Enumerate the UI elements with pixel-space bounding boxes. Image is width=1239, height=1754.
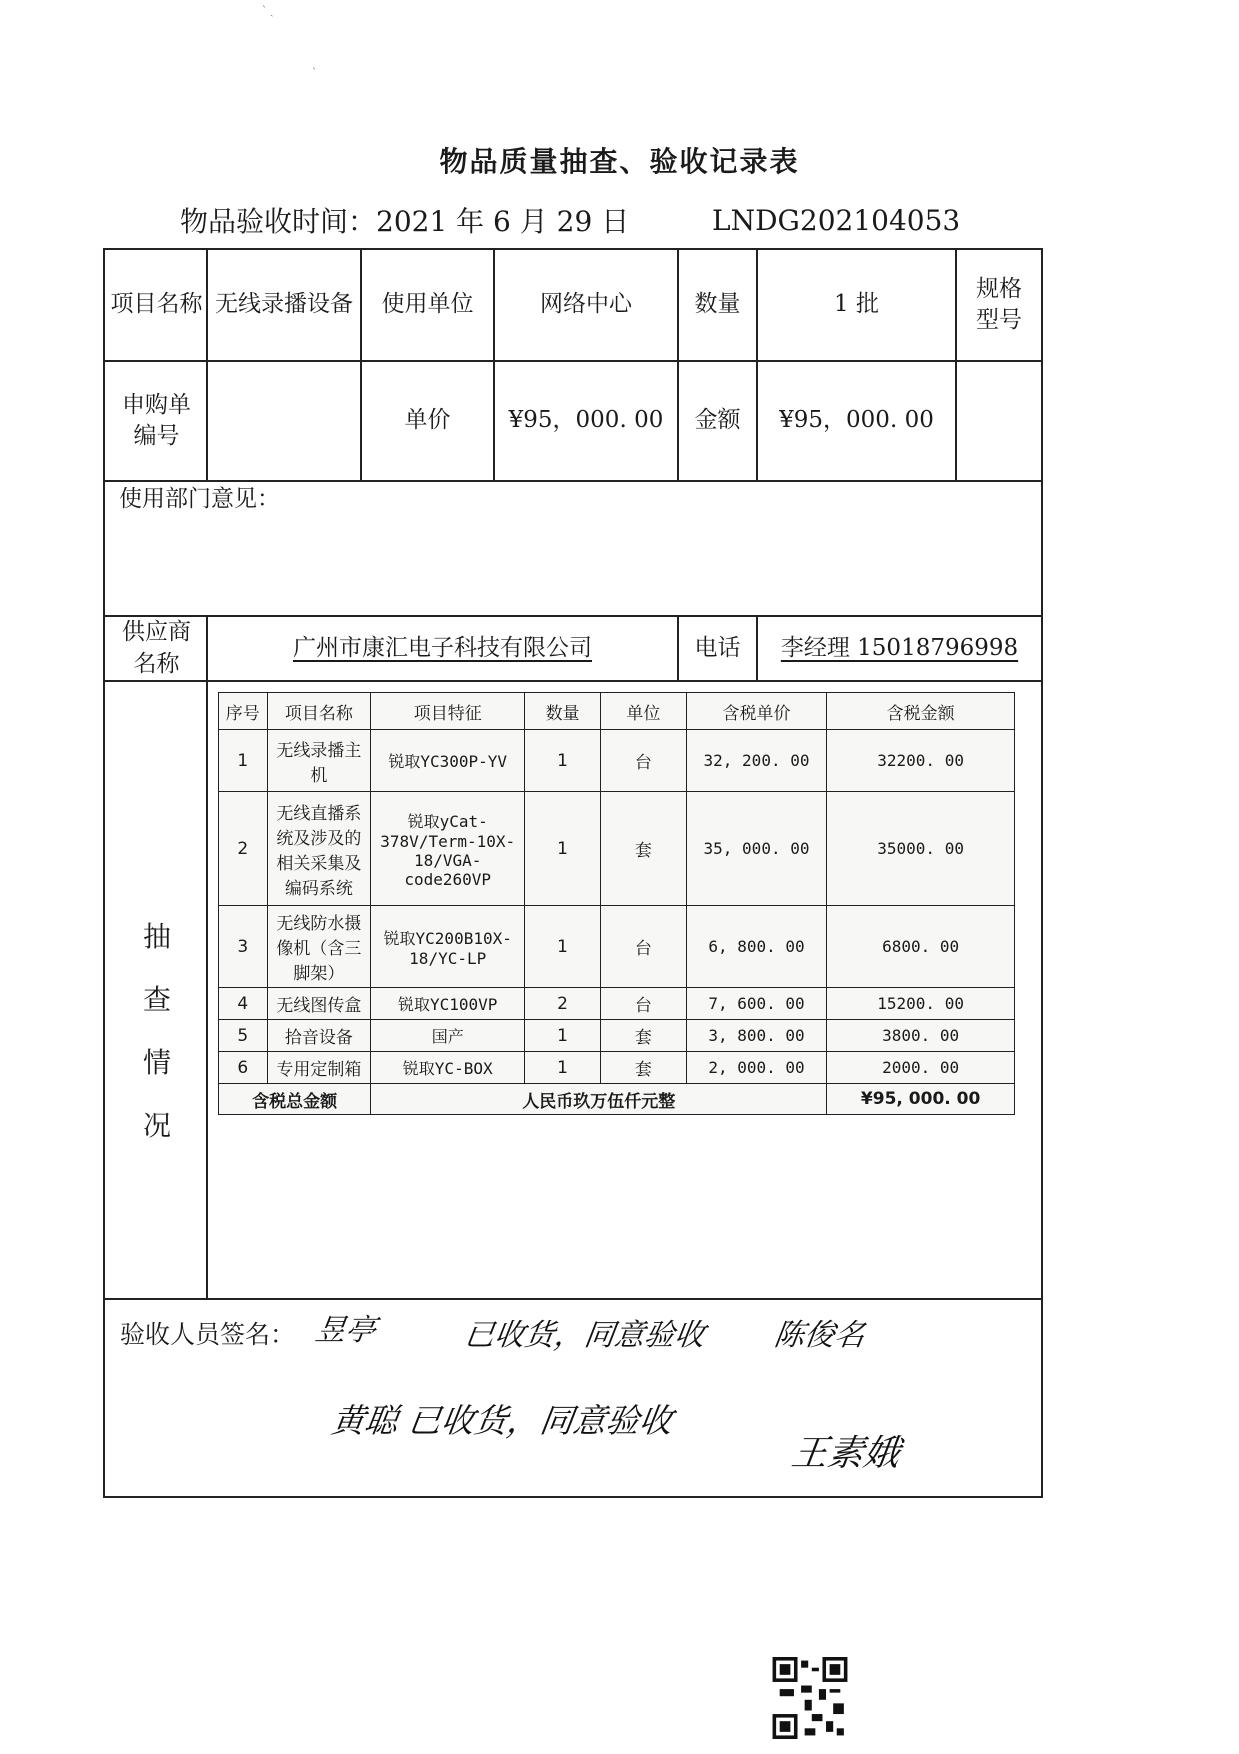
row-amount: 32200. 00 (827, 730, 1015, 792)
col-header: 数量 (525, 693, 601, 730)
row-unit: 台 (600, 988, 686, 1020)
purchase-no-label: 申购单编号 (122, 391, 191, 449)
row-unit: 套 (600, 792, 686, 906)
col-header: 含税金额 (827, 693, 1015, 730)
spec-label: 规格型号 (976, 275, 1022, 333)
table-row (219, 730, 1015, 792)
phone-value: 李经理 15018796998 (780, 634, 1019, 661)
row-feature: 锐取YC100VP (371, 988, 525, 1020)
supplier-label: 供应商名称 (122, 619, 191, 677)
col-header: 项目特征 (371, 693, 525, 730)
row-amount: 15200. 00 (827, 988, 1015, 1020)
total-row (219, 1084, 1015, 1115)
using-unit-value: 网络中心 (540, 291, 632, 318)
row-item-name: 无线防水摄像机（含三脚架） (267, 906, 371, 988)
unit-price-value: ¥95，000. 00 (508, 407, 664, 434)
row-item-name: 拾音设备 (267, 1020, 371, 1052)
row-feature: 锐取YC200B10X-18/YC-LP (371, 906, 525, 988)
inspection-label-char: 况 (142, 1109, 171, 1142)
row-feature: 锐取yCat-378V/Term-10X-18/VGA-code260VP (371, 792, 525, 906)
handwritten-signature: 王素娥 (788, 1433, 903, 1474)
total-amount: ¥95, 000. 00 (827, 1084, 1015, 1115)
total-words: 人民币玖万伍仟元整 (371, 1084, 827, 1115)
row-index: 6 (219, 1052, 268, 1084)
row-price: 3, 800. 00 (686, 1020, 826, 1052)
amount-value: ¥95，000. 00 (779, 407, 934, 434)
handwritten-note: 已收货，同意验收 (462, 1318, 707, 1353)
row-feature: 国产 (371, 1020, 525, 1052)
qr-code-icon (772, 1657, 848, 1739)
row-index: 3 (219, 906, 268, 988)
row-qty: 1 (525, 1020, 601, 1052)
handwritten-signature: 陈俊名 (772, 1318, 867, 1353)
items-table (218, 692, 1015, 1115)
row-unit: 套 (600, 1052, 686, 1084)
row-index: 5 (219, 1020, 268, 1052)
unit-price-label: 单价 (404, 407, 451, 434)
col-header: 序号 (219, 693, 268, 730)
row-item-name: 无线录播主机 (267, 730, 371, 792)
row-unit: 套 (600, 1020, 686, 1052)
row-divider (105, 1298, 1041, 1300)
row-amount: 6800. 00 (827, 906, 1015, 988)
quantity-label: 数量 (694, 291, 741, 318)
table-row (219, 1052, 1015, 1084)
row-qty: 2 (525, 988, 601, 1020)
row-item-name: 无线直播系统及涉及的相关采集及编码系统 (267, 792, 371, 906)
row-divider (105, 680, 1041, 682)
col-header: 单位 (600, 693, 686, 730)
supplier-name: 广州市康汇电子科技有限公司 (293, 634, 592, 661)
row-unit: 台 (600, 906, 686, 988)
table-row (219, 792, 1015, 906)
row-index: 4 (219, 988, 268, 1020)
scan-speck: ˋ (312, 68, 317, 79)
scan-speck: ˋ ˎ (262, 6, 274, 17)
dept-opinion-label: 使用部门意见： (119, 486, 280, 513)
row-item-name: 无线图传盒 (267, 988, 371, 1020)
amount-label: 金额 (694, 407, 741, 434)
project-name-label: 项目名称 (110, 291, 203, 318)
row-price: 2, 000. 00 (686, 1052, 826, 1084)
col-header: 含税单价 (686, 693, 826, 730)
row-index: 2 (219, 792, 268, 906)
document-title: 物品质量抽查、验收记录表 (439, 145, 800, 178)
row-unit: 台 (600, 730, 686, 792)
total-label: 含税总金额 (219, 1084, 371, 1115)
handwritten-note: 黄聪 已收货，同意验收 (328, 1401, 675, 1440)
col-header: 项目名称 (267, 693, 371, 730)
using-unit-label: 使用单位 (381, 291, 474, 318)
acceptance-date: 物品验收时间：2021 年 6 月 29 日 (180, 205, 630, 238)
row-feature: 锐取YC300P-YV (371, 730, 525, 792)
row-amount: 3800. 00 (827, 1020, 1015, 1052)
row-amount: 35000. 00 (827, 792, 1015, 906)
inspection-label-char: 查 (142, 983, 171, 1016)
inspection-label (142, 905, 172, 1157)
inspection-label-char: 情 (142, 1046, 171, 1079)
signature-label: 验收人员签名： (120, 1320, 296, 1349)
row-qty: 1 (525, 906, 601, 988)
row-price: 35, 000. 00 (686, 792, 826, 906)
inspection-label-char: 抽 (142, 920, 171, 953)
items-header-row (219, 693, 1015, 730)
row-item-name: 专用定制箱 (267, 1052, 371, 1084)
row-qty: 1 (525, 730, 601, 792)
quantity-value: 1 批 (834, 291, 879, 318)
handwritten-signature: 昱亭 (313, 1313, 378, 1348)
row-price: 32, 200. 00 (686, 730, 826, 792)
table-row (219, 1020, 1015, 1052)
row-amount: 2000. 00 (827, 1052, 1015, 1084)
row-price: 6, 800. 00 (686, 906, 826, 988)
row-price: 7, 600. 00 (686, 988, 826, 1020)
table-row (219, 906, 1015, 988)
purchase-no-value (208, 362, 360, 480)
project-name-value: 无线录播设备 (215, 291, 353, 318)
row-qty: 1 (525, 792, 601, 906)
col-divider (206, 615, 208, 1298)
document-number: LNDG202104053 (712, 204, 961, 237)
phone-label: 电话 (694, 634, 741, 661)
table-row (219, 988, 1015, 1020)
row-qty: 1 (525, 1052, 601, 1084)
row-feature: 锐取YC-BOX (371, 1052, 525, 1084)
row-index: 1 (219, 730, 268, 792)
